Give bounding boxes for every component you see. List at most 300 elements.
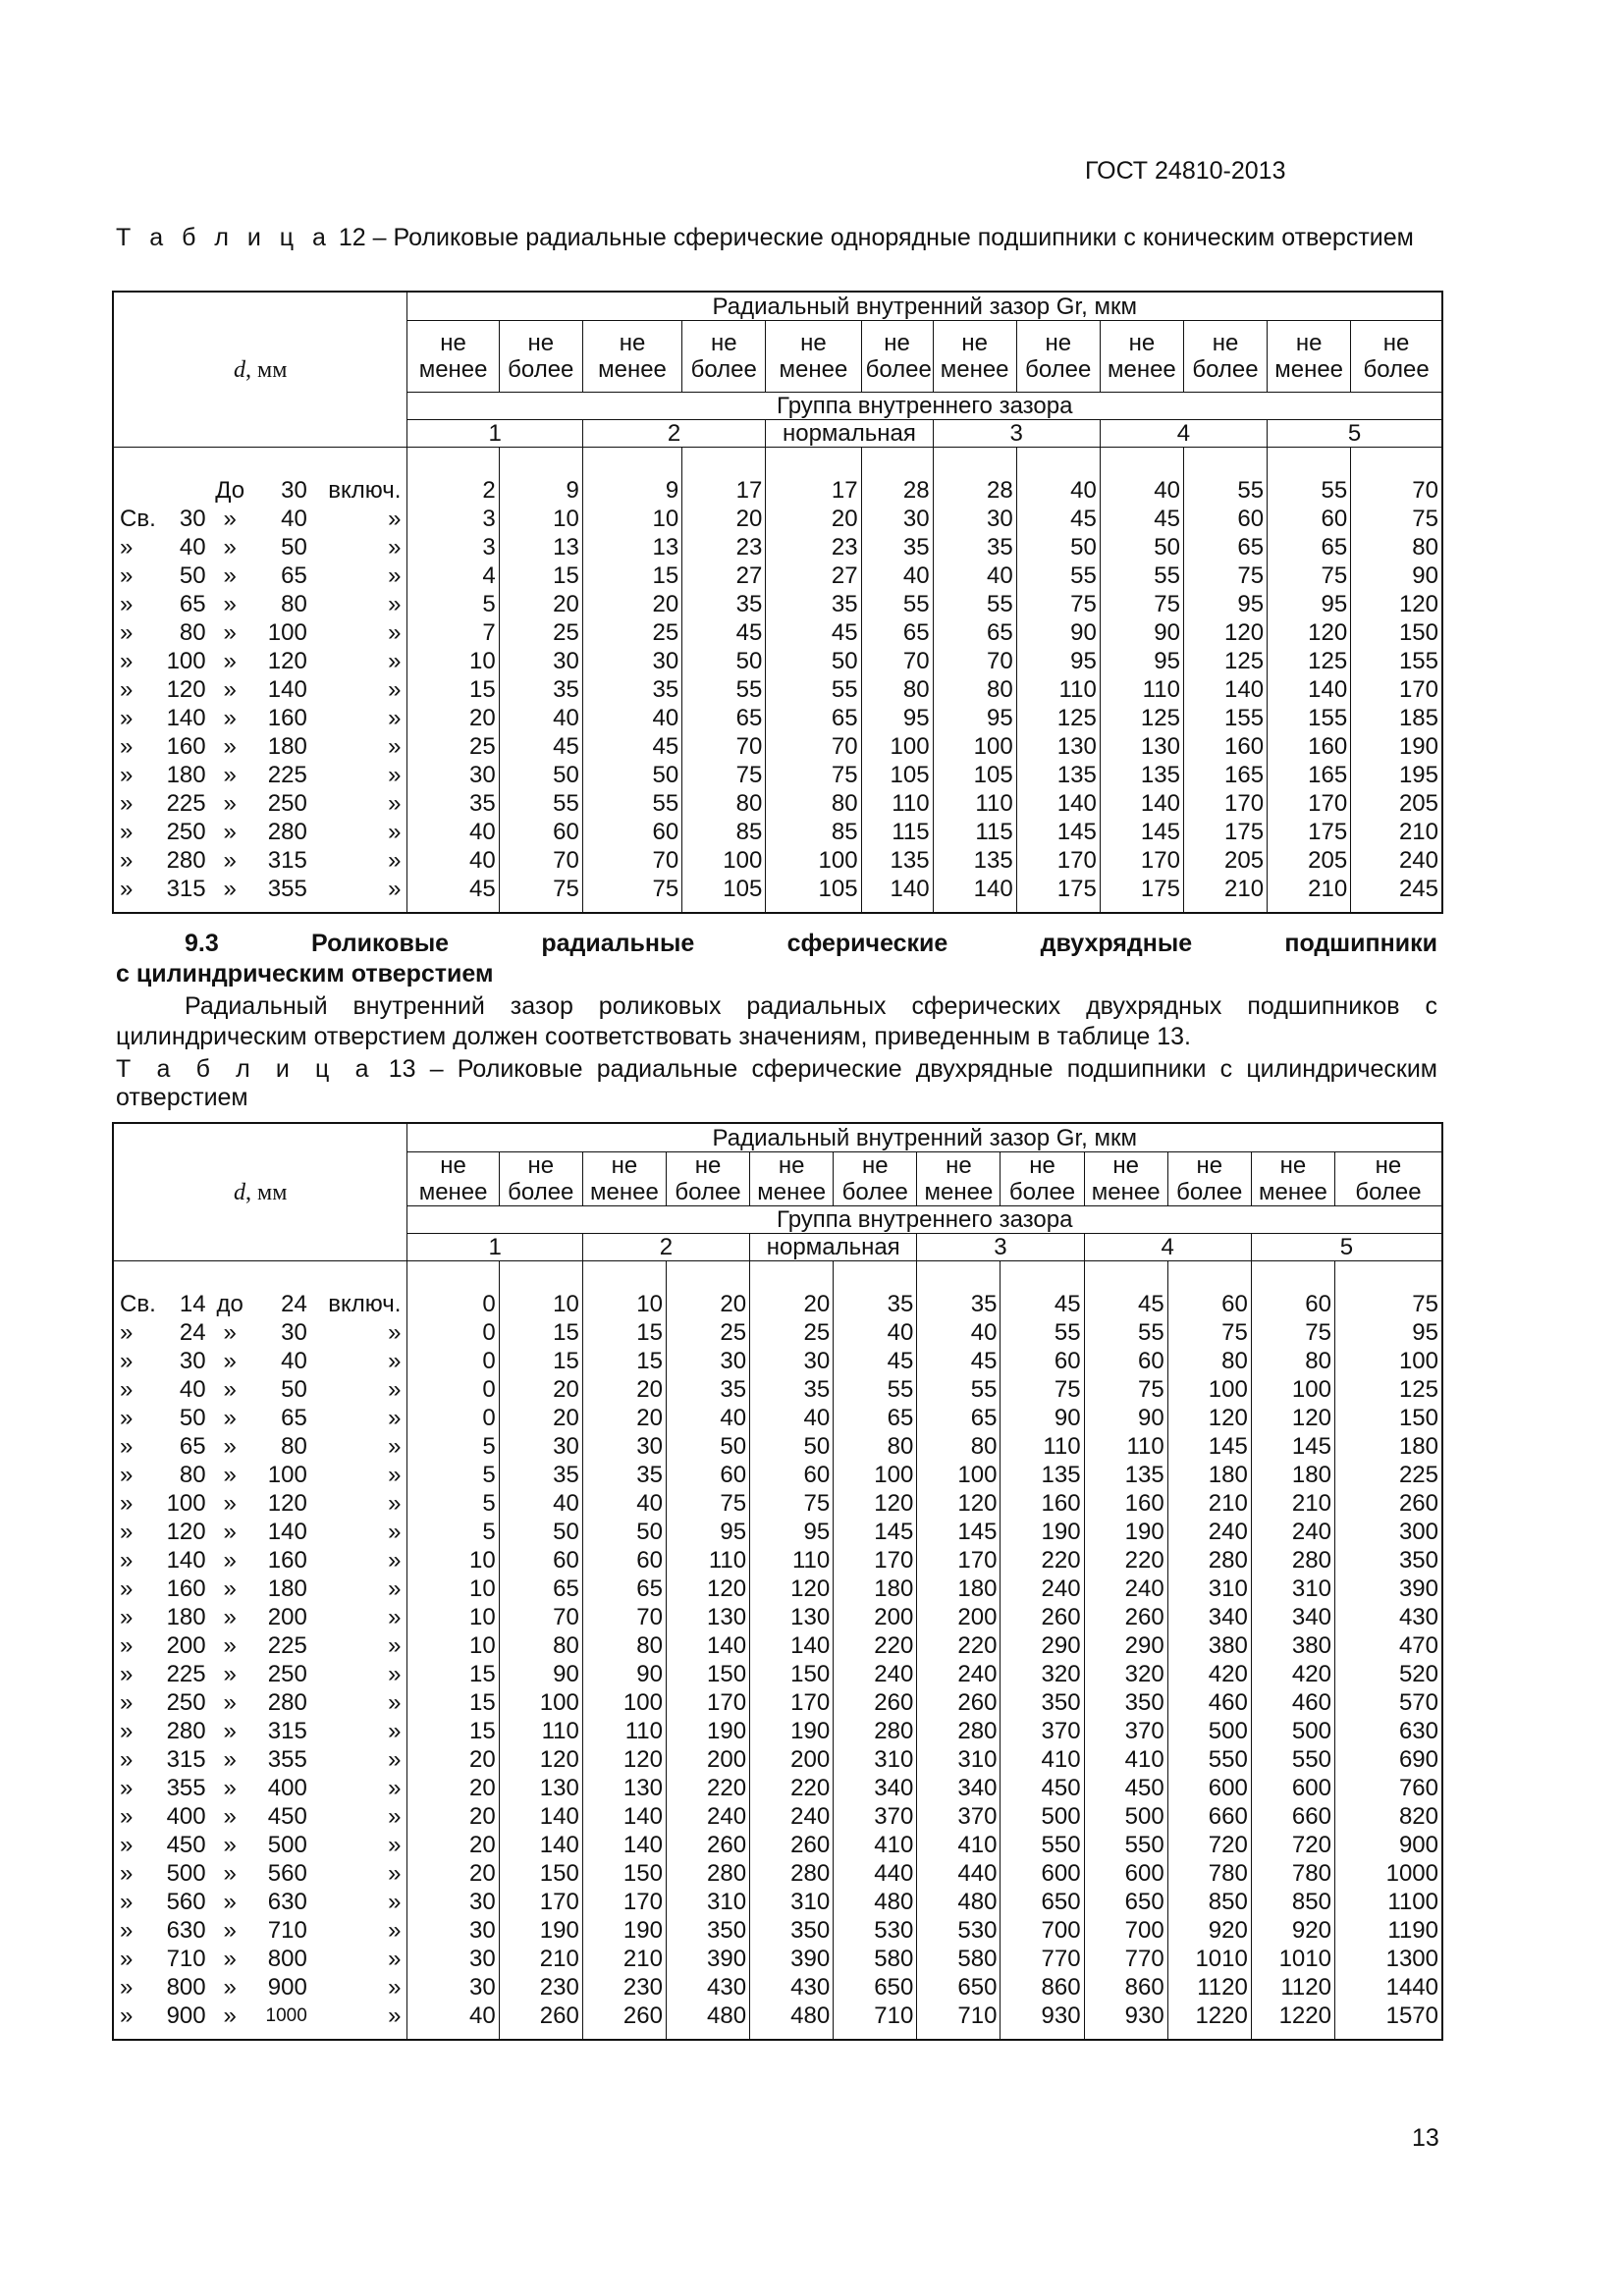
clearance-value: 260 [750, 1831, 834, 1859]
clearance-value: 210 [582, 1945, 666, 1973]
clearance-value: 75 [1100, 590, 1183, 618]
clearance-value: 60 [499, 818, 582, 846]
range-to: 900 [267, 1974, 307, 2001]
range-sep: » [223, 1376, 237, 1403]
range-sep: » [223, 648, 237, 674]
table-row [113, 1347, 1442, 1375]
clearance-value: 20 [666, 1290, 749, 1318]
clearance-value: 390 [750, 1945, 834, 1973]
clearance-value: 260 [1001, 1603, 1084, 1631]
range-sep: » [223, 1689, 237, 1716]
size-range-label [113, 618, 407, 647]
clearance-value: 480 [917, 1888, 1001, 1916]
clearance-value: 20 [407, 1859, 499, 1888]
range-sep: » [223, 790, 237, 817]
clearance-value: 50 [499, 1518, 582, 1546]
clearance-value: 220 [917, 1631, 1001, 1660]
clearance-value: 210 [1251, 1489, 1334, 1518]
clearance-value: 60 [1183, 505, 1267, 533]
clearance-value: 45 [917, 1347, 1001, 1375]
column-label: не менее [1084, 1152, 1167, 1206]
clearance-value: 120 [1167, 1404, 1251, 1432]
group-label: 2 [582, 420, 765, 448]
clearance-value: 17 [766, 476, 861, 505]
clearance-value: 55 [1001, 1318, 1084, 1347]
clearance-value: 205 [1351, 789, 1442, 818]
clearance-value: 140 [750, 1631, 834, 1660]
clearance-value: 260 [917, 1688, 1001, 1717]
range-to: 225 [267, 1632, 307, 1659]
table-row [113, 2002, 1442, 2040]
clearance-value: 1120 [1251, 1973, 1334, 2002]
clearance-value: 210 [499, 1945, 582, 1973]
clearance-value: 25 [407, 732, 499, 761]
clearance-value: 720 [1167, 1831, 1251, 1859]
clearance-value: 320 [1001, 1660, 1084, 1688]
range-sep: » [223, 1803, 237, 1830]
clearance-value: 130 [750, 1603, 834, 1631]
table12-label: Т а б л и ц а [116, 224, 332, 251]
clearance-value: 370 [1084, 1717, 1167, 1745]
range-to: 160 [267, 1547, 307, 1574]
clearance-value: 110 [1084, 1432, 1167, 1461]
clearance-value: 170 [499, 1888, 582, 1916]
clearance-value: 9 [499, 476, 582, 505]
clearance-value: 105 [933, 761, 1016, 789]
clearance-value: 90 [1084, 1404, 1167, 1432]
clearance-value: 410 [917, 1831, 1001, 1859]
clearance-value: 520 [1334, 1660, 1442, 1688]
clearance-value: 110 [1100, 675, 1183, 704]
clearance-value: 75 [1351, 505, 1442, 533]
clearance-value: 135 [1084, 1461, 1167, 1489]
range-from: 80 [179, 1462, 206, 1488]
clearance-value: 460 [1167, 1688, 1251, 1717]
clearance-value: 930 [1084, 2002, 1167, 2040]
clearance-value: 180 [917, 1575, 1001, 1603]
clearance-value: 40 [407, 846, 499, 875]
range-pre: » [120, 1376, 134, 1403]
range-sep: » [223, 1832, 237, 1858]
range-sep: до [216, 1291, 243, 1317]
table-row [113, 1859, 1442, 1888]
clearance-value: 205 [1268, 846, 1351, 875]
table-row [113, 1318, 1442, 1347]
range-suf: » [388, 847, 402, 874]
column-label: не менее [933, 321, 1016, 393]
clearance-value: 100 [861, 732, 933, 761]
range-from: 560 [166, 1889, 206, 1915]
range-pre: » [120, 762, 134, 788]
clearance-value: 150 [1334, 1404, 1442, 1432]
clearance-value: 240 [1167, 1518, 1251, 1546]
range-sep: » [223, 1860, 237, 1887]
clearance-value: 480 [666, 2002, 749, 2040]
size-range-label [113, 1660, 407, 1688]
range-suf: » [388, 1689, 402, 1716]
range-from: 400 [166, 1803, 206, 1830]
section-word: радиальные [541, 930, 695, 957]
clearance-value: 60 [1167, 1290, 1251, 1318]
clearance-value: 60 [582, 818, 681, 846]
clearance-value: 440 [917, 1859, 1001, 1888]
clearance-value: 140 [499, 1831, 582, 1859]
size-range-label [113, 647, 407, 675]
range-suf: » [388, 506, 402, 532]
document-id: ГОСТ 24810-2013 [1085, 157, 1286, 185]
clearance-value: 240 [666, 1802, 749, 1831]
size-range-label [113, 1631, 407, 1660]
range-suf: включ. [328, 1291, 402, 1317]
range-sep: » [223, 847, 237, 874]
clearance-value: 135 [861, 846, 933, 875]
clearance-value: 45 [1001, 1290, 1084, 1318]
clearance-value: 530 [917, 1916, 1001, 1945]
clearance-value: 35 [682, 590, 766, 618]
range-to: 80 [281, 1433, 307, 1460]
range-from: 630 [166, 1917, 206, 1944]
table-row [113, 1774, 1442, 1802]
range-pre: » [120, 819, 134, 845]
clearance-value: 1300 [1334, 1945, 1442, 1973]
range-sep: » [223, 591, 237, 617]
table-row [113, 1375, 1442, 1404]
clearance-value: 55 [1016, 561, 1100, 590]
range-from: 100 [166, 648, 206, 674]
clearance-value: 9 [582, 476, 681, 505]
clearance-value: 260 [666, 1831, 749, 1859]
table-row [113, 1888, 1442, 1916]
clearance-value: 410 [1084, 1745, 1167, 1774]
clearance-value: 65 [499, 1575, 582, 1603]
clearance-value: 145 [1167, 1432, 1251, 1461]
clearance-value: 25 [666, 1318, 749, 1347]
range-sep: До [215, 477, 245, 504]
table-row [113, 1631, 1442, 1660]
range-suf: » [388, 762, 402, 788]
clearance-value: 135 [933, 846, 1016, 875]
clearance-value: 310 [834, 1745, 917, 1774]
size-range-label [113, 1603, 407, 1631]
table-row [113, 618, 1442, 647]
range-to: 280 [267, 1689, 307, 1716]
clearance-value: 35 [750, 1375, 834, 1404]
clearance-value: 20 [582, 590, 681, 618]
clearance-value: 20 [407, 1831, 499, 1859]
column-label: не менее [1100, 321, 1183, 393]
clearance-value: 260 [582, 2002, 666, 2040]
clearance-value: 760 [1334, 1774, 1442, 1802]
clearance-value: 660 [1251, 1802, 1334, 1831]
clearance-value: 200 [917, 1603, 1001, 1631]
clearance-value: 100 [582, 1688, 666, 1717]
section-heading [116, 929, 1437, 989]
range-sep: » [223, 1661, 237, 1687]
clearance-value: 710 [917, 2002, 1001, 2040]
clearance-value: 550 [1251, 1745, 1334, 1774]
range-suf: » [388, 733, 402, 760]
clearance-value: 80 [834, 1432, 917, 1461]
range-from: 315 [166, 1746, 206, 1773]
column-label: не более [1016, 321, 1100, 393]
range-suf: включ. [328, 477, 402, 504]
clearance-value: 20 [407, 1774, 499, 1802]
clearance-value: 350 [666, 1916, 749, 1945]
range-from: 40 [179, 534, 206, 561]
range-suf: » [388, 534, 402, 561]
clearance-value: 55 [933, 590, 1016, 618]
clearance-value: 1010 [1167, 1945, 1251, 1973]
clearance-value: 280 [750, 1859, 834, 1888]
size-range-label [113, 1688, 407, 1717]
range-sep: » [223, 619, 237, 646]
clearance-value: 230 [582, 1973, 666, 2002]
range-to: 630 [267, 1889, 307, 1915]
size-range-label [113, 1802, 407, 1831]
clearance-value: 15 [582, 1318, 666, 1347]
range-to: 500 [267, 1832, 307, 1858]
clearance-value: 5 [407, 590, 499, 618]
size-range-label [113, 1774, 407, 1802]
range-suf: » [388, 1405, 402, 1431]
clearance-value: 95 [1100, 647, 1183, 675]
clearance-value: 420 [1251, 1660, 1334, 1688]
column-label: не более [1183, 321, 1267, 393]
clearance-value: 175 [1183, 818, 1267, 846]
clearance-value: 70 [499, 846, 582, 875]
clearance-value: 65 [834, 1404, 917, 1432]
clearance-value: 120 [1183, 618, 1267, 647]
clearance-value: 1570 [1334, 2002, 1442, 2040]
clearance-value: 700 [1084, 1916, 1167, 1945]
clearance-value: 125 [1016, 704, 1100, 732]
clearance-value: 95 [1016, 647, 1100, 675]
table-12 [112, 291, 1443, 914]
clearance-value: 300 [1334, 1518, 1442, 1546]
range-from: 50 [179, 1405, 206, 1431]
clearance-value: 1010 [1251, 1945, 1334, 1973]
clearance-value: 5 [407, 1461, 499, 1489]
clearance-value: 4 [407, 561, 499, 590]
size-range-label [113, 1888, 407, 1916]
size-range-label [113, 1831, 407, 1859]
range-pre: » [120, 2002, 134, 2029]
clearance-value: 55 [1183, 476, 1267, 505]
clearance-value: 10 [582, 505, 681, 533]
clearance-value: 1120 [1167, 1973, 1251, 2002]
table-row [113, 1688, 1442, 1717]
table-row [113, 1518, 1442, 1546]
range-sep: » [223, 506, 237, 532]
range-from: 120 [166, 676, 206, 703]
size-range-label [113, 846, 407, 875]
clearance-value: 70 [1351, 476, 1442, 505]
table-row [113, 1489, 1442, 1518]
range-to: 100 [267, 1462, 307, 1488]
clearance-value: 160 [1001, 1489, 1084, 1518]
range-to: 160 [267, 705, 307, 731]
column-label: не менее [750, 1152, 834, 1206]
range-to: 400 [267, 1775, 307, 1801]
clearance-value: 120 [834, 1489, 917, 1518]
range-to: 180 [267, 733, 307, 760]
clearance-value: 55 [766, 675, 861, 704]
clearance-value: 20 [750, 1290, 834, 1318]
clearance-value: 110 [750, 1546, 834, 1575]
clearance-value: 80 [1251, 1347, 1334, 1375]
range-suf: » [388, 1462, 402, 1488]
d-column-header: d, мм [113, 1123, 407, 1261]
clearance-value: 200 [834, 1603, 917, 1631]
clearance-value: 150 [582, 1859, 666, 1888]
clearance-value: 140 [666, 1631, 749, 1660]
clearance-value: 80 [682, 789, 766, 818]
range-sep: » [223, 1405, 237, 1431]
clearance-value: 90 [1016, 618, 1100, 647]
table-row [113, 647, 1442, 675]
clearance-value: 75 [1183, 561, 1267, 590]
table-row [113, 476, 1442, 505]
clearance-value: 165 [1183, 761, 1267, 789]
clearance-value: 35 [407, 789, 499, 818]
size-range-label [113, 789, 407, 818]
clearance-value: 0 [407, 1404, 499, 1432]
clearance-value: 120 [499, 1745, 582, 1774]
range-from: 140 [166, 705, 206, 731]
range-pre: » [120, 847, 134, 874]
table-row [113, 1546, 1442, 1575]
clearance-value: 260 [499, 2002, 582, 2040]
group-label: 3 [917, 1234, 1084, 1261]
size-range-label [113, 1745, 407, 1774]
clearance-value: 170 [917, 1546, 1001, 1575]
clearance-value: 770 [1001, 1945, 1084, 1973]
clearance-value: 90 [499, 1660, 582, 1688]
table12-caption [116, 224, 1437, 252]
clearance-value: 280 [1167, 1546, 1251, 1575]
clearance-value: 80 [1351, 533, 1442, 561]
clearance-value: 440 [834, 1859, 917, 1888]
clearance-value: 95 [933, 704, 1016, 732]
page-number: 13 [1412, 2124, 1439, 2152]
clearance-value: 600 [1084, 1859, 1167, 1888]
clearance-value: 40 [834, 1318, 917, 1347]
clearance-value: 65 [917, 1404, 1001, 1432]
clearance-value: 350 [1084, 1688, 1167, 1717]
clearance-value: 95 [666, 1518, 749, 1546]
clearance-value: 140 [499, 1802, 582, 1831]
range-pre: » [120, 1661, 134, 1687]
range-pre: » [120, 1462, 134, 1488]
table-row [113, 761, 1442, 789]
range-suf: » [388, 1860, 402, 1887]
clearance-value: 20 [499, 1404, 582, 1432]
table-row [113, 732, 1442, 761]
clearance-value: 260 [834, 1688, 917, 1717]
range-to: 560 [267, 1860, 307, 1887]
clearance-value: 120 [917, 1489, 1001, 1518]
clearance-value: 175 [1016, 875, 1100, 913]
clearance-value: 35 [834, 1290, 917, 1318]
clearance-value: 140 [582, 1802, 666, 1831]
clearance-value: 550 [1001, 1831, 1084, 1859]
range-suf: » [388, 1376, 402, 1403]
clearance-value: 40 [582, 1489, 666, 1518]
range-to: 30 [281, 1319, 307, 1346]
table-row [113, 505, 1442, 533]
range-to: 40 [281, 506, 307, 532]
clearance-value: 390 [666, 1945, 749, 1973]
clearance-value: 35 [499, 675, 582, 704]
clearance-value: 480 [750, 2002, 834, 2040]
range-pre: » [120, 1547, 134, 1574]
size-range-label [113, 1290, 407, 1318]
range-suf: » [388, 1433, 402, 1460]
table-row [113, 1916, 1442, 1945]
clearance-value: 75 [1084, 1375, 1167, 1404]
clearance-value: 40 [499, 1489, 582, 1518]
clearance-value: 310 [750, 1888, 834, 1916]
clearance-value: 10 [407, 1603, 499, 1631]
clearance-value: 95 [1268, 590, 1351, 618]
clearance-value: 105 [766, 875, 861, 913]
clearance-value: 930 [1001, 2002, 1084, 2040]
range-suf: » [388, 1632, 402, 1659]
range-pre: » [120, 562, 134, 589]
range-to: 800 [267, 1946, 307, 1972]
clearance-value: 90 [1351, 561, 1442, 590]
clearance-value: 60 [1251, 1290, 1334, 1318]
range-from: 180 [166, 762, 206, 788]
range-sep: » [223, 676, 237, 703]
clearance-value: 2 [407, 476, 499, 505]
clearance-value: 370 [1001, 1717, 1084, 1745]
clearance-value: 450 [1001, 1774, 1084, 1802]
section-title-line2: с цилиндрическим отверстием [116, 960, 494, 988]
range-to: 225 [267, 762, 307, 788]
clearance-value: 50 [582, 761, 681, 789]
clearance-value: 340 [834, 1774, 917, 1802]
size-range-label [113, 533, 407, 561]
column-label: не более [499, 1152, 582, 1206]
range-suf: » [388, 676, 402, 703]
size-range-label [113, 1518, 407, 1546]
range-suf: » [388, 1604, 402, 1630]
clearance-value: 130 [666, 1603, 749, 1631]
range-pre: » [120, 1348, 134, 1374]
clearance-value: 95 [750, 1518, 834, 1546]
clearance-value: 25 [750, 1318, 834, 1347]
clearance-value: 550 [1167, 1745, 1251, 1774]
column-label: не более [1334, 1152, 1442, 1206]
clearance-value: 310 [1167, 1575, 1251, 1603]
table-row [113, 1575, 1442, 1603]
clearance-value: 90 [1001, 1404, 1084, 1432]
clearance-value: 190 [582, 1916, 666, 1945]
clearance-value: 450 [1084, 1774, 1167, 1802]
clearance-value: 120 [582, 1745, 666, 1774]
clearance-value: 95 [861, 704, 933, 732]
range-from: 14 [179, 1291, 206, 1317]
clearance-value: 15 [407, 1660, 499, 1688]
clearance-value: 0 [407, 1375, 499, 1404]
clearance-value: 100 [917, 1461, 1001, 1489]
column-label: не более [682, 321, 766, 393]
clearance-value: 7 [407, 618, 499, 647]
size-range-label [113, 704, 407, 732]
clearance-value: 60 [1084, 1347, 1167, 1375]
range-sep: » [223, 733, 237, 760]
